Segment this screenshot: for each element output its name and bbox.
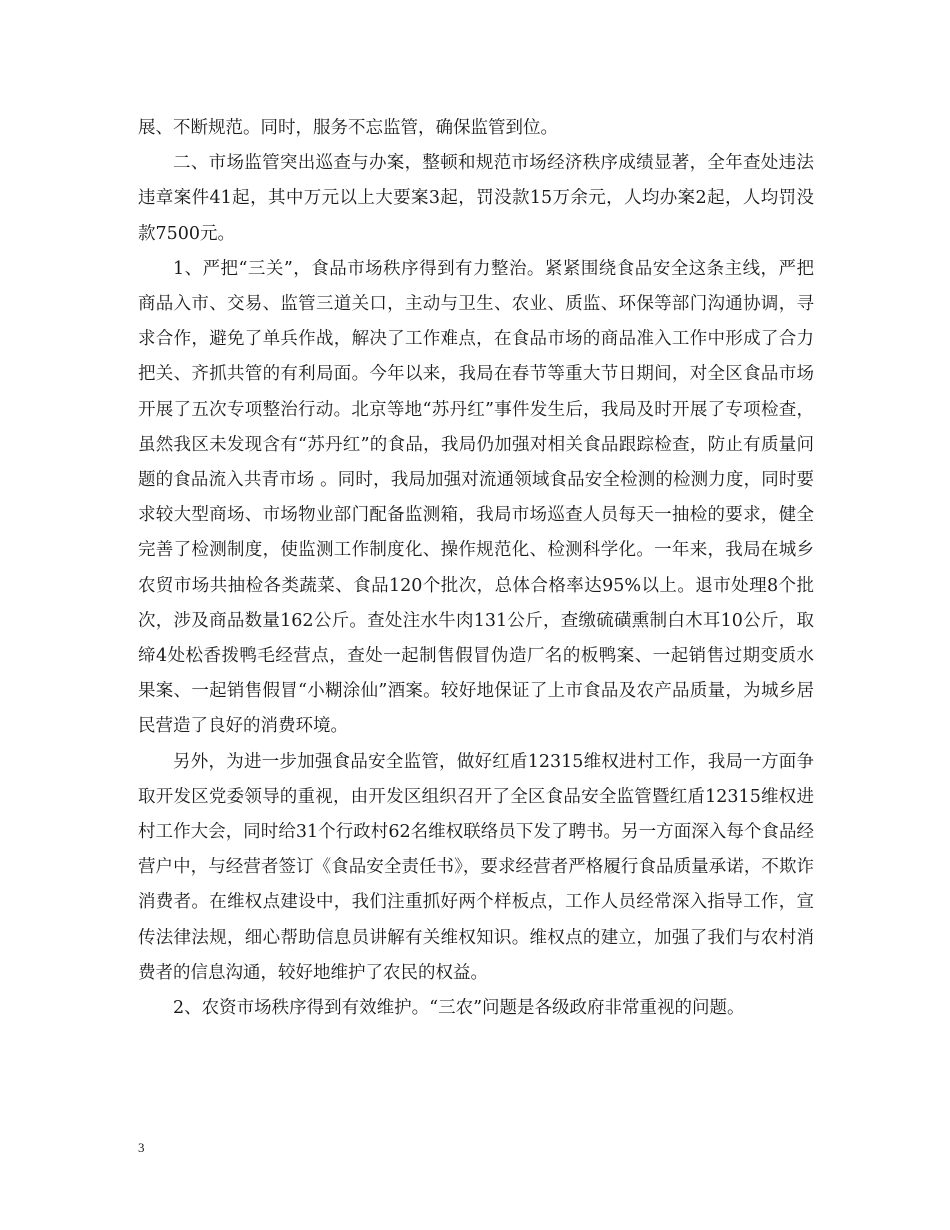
paragraph-food-market: 1、严把“三关”，食品市场秩序得到有力整治。紧紧围绕食品安全这条主线，严把商品入市、交易、监管三道关口，主动与卫生、农业、质监、环保等部门沟通协调，寻求合作，避免了单兵作战，解决了工作难点，在食品市场的商品准入工作中形成了合力把关、齐抓共管的有利局面。今年以来，我局在春节等重大节日期间，对全区食品市场开展了五次专项整治行动。北京等地“苏丹红”事件发生后，我局及时开展了专项检查，虽然我区未发现含有“苏丹红”的食品，我局仍加强对相关食品跟踪检查，防止有质量问题的食品流入共青市场 。同时，我局加强对流通领域食品安全检测的检测力度，同时要求较大型商场、市场物业部门配备监测箱，我局市场巡查人员每天一抽检的要求，健全完善了检测制度，使监测工作制度化、操作规范化、检测科学化。一年来，我局在城乡农贸市场共抽检各类蔬菜、食品120个批次，总体合格率达95%以上。退市处理8个批次，涉及商品数量162公斤。查处注水牛肉131公斤，查缴硫磺熏制白木耳10公斤，取缔4处松香拨鸭毛经营点，查处一起制售假冒伪造厂名的板鸭案、一起销售过期变质水果案、一起销售假冒“小糊涂仙”酒案。较好地保证了上市食品及农产品质量，为城乡居民营造了良好的消费环境。 — [138, 258, 814, 737]
paragraph-food-safety-rights: 另外，为进一步加强食品安全监管，做好红盾12315维权进村工作，我局一方面争取开发区党委领导的重视，由开发区组织召开了全区食品安全监管暨红盾12315维权进村工作大会，同时给31个行政村62名维权联络员下发了聘书。另一方面深入每个食品经营户中，与经营者签订《食品安全责任书》，要求经营者严格履行食品质量承诺，不欺诈消费者。在维权点建设中，我们注重抓好两个样板点，工作人员经常深入指导工作，宣传法律法规，细心帮助信息员讲解有关维权知识。维权点的建立，加强了我们与农村消费者的信息沟通，较好地维护了农民的权益。 — [138, 751, 814, 983]
page-number: 3 — [138, 1140, 145, 1155]
paragraph-market-supervision: 二、市场监管突出巡查与办案，整顿和规范市场经济秩序成绩显著，全年查处违法违章案件41起，其中万元以上大要案3起，罚没款15万余元，人均办案2起，人均罚没款7500元。 — [138, 153, 814, 244]
paragraph-agricultural-market: 2、农资市场秩序得到有效维护。“三农”问题是各级政府非常重视的问题。 — [173, 998, 745, 1019]
document-body — [138, 111, 814, 1026]
paragraph-continuation: 展、不断规范。同时，服务不忘监管，确保监管到位。 — [138, 118, 558, 138]
